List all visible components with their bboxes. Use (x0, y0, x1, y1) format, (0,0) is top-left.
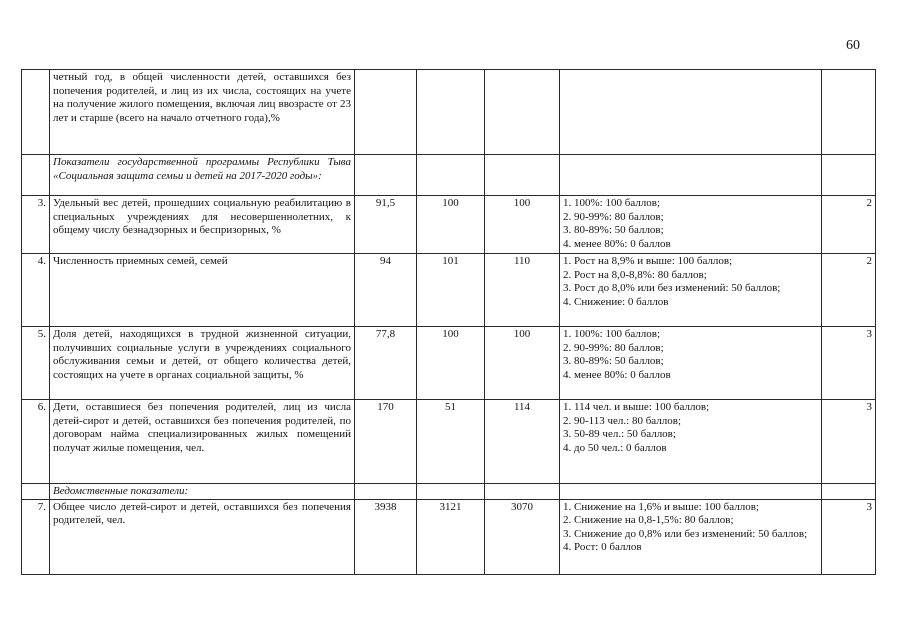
table-row (22, 254, 876, 327)
indicator-cell: Удельный вес детей, прошедших социальную реабилитацию в специальных учреждениях для несовершеннолетних, к общему числу безнадзорных и беспризорных, % (50, 196, 355, 254)
criteria-item: 4. Рост: 0 баллов (563, 541, 642, 554)
row-number: 6. (22, 400, 50, 484)
criteria-item: 1. 100%: 100 баллов; (563, 328, 661, 340)
value-cell (355, 155, 417, 196)
value-cell (485, 484, 560, 500)
value-cell: 94 (355, 254, 417, 327)
value-cell: 114 (485, 400, 560, 484)
section-title: Ведомственные показатели: (50, 484, 355, 500)
section-title: Показатели государственной программы Республики Тыва «Социальная защита семьи и детей на 2017-2020 годы»: (50, 155, 355, 196)
indicator-cell: Общее число детей-сирот и детей, оставшихся без попечения родителей, чел. (50, 499, 355, 574)
value-cell: 170 (355, 400, 417, 484)
table-row (22, 196, 876, 254)
value-cell (417, 155, 485, 196)
value-cell: 101 (417, 254, 485, 327)
criteria-item: 4. менее 80%: 0 баллов (563, 368, 671, 381)
score-cell (822, 484, 876, 500)
criteria-cell (560, 400, 822, 484)
row-number: 7. (22, 499, 50, 574)
criteria-item: 1. 114 чел. и выше: 100 баллов; (563, 401, 710, 413)
score-cell: 2 (822, 196, 876, 254)
criteria-item: 4. Снижение: 0 баллов (563, 295, 669, 308)
value-cell (485, 70, 560, 155)
table-row (22, 70, 876, 155)
value-cell (417, 70, 485, 155)
criteria-cell (560, 155, 822, 196)
value-cell: 100 (485, 196, 560, 254)
value-cell (355, 70, 417, 155)
score-cell: 2 (822, 254, 876, 327)
criteria-item: 3. 50-89 чел.: 50 баллов; (563, 428, 676, 441)
value-cell: 3938 (355, 499, 417, 574)
table-row (22, 327, 876, 400)
criteria-item: 2. 90-99%: 80 баллов; (563, 341, 664, 354)
page-number: 60 (846, 38, 860, 53)
criteria-item: 4. до 50 чел.: 0 баллов (563, 441, 667, 454)
value-cell: 51 (417, 400, 485, 484)
criteria-cell (560, 70, 822, 155)
num-cell (22, 155, 50, 196)
criteria-item: 2. 90-113 чел.: 80 баллов; (563, 414, 682, 427)
criteria-item: 4. менее 80%: 0 баллов (563, 237, 671, 250)
criteria-item: 3. Снижение до 0,8% или без изменений: 50 баллов; (563, 527, 808, 540)
criteria-cell (560, 327, 822, 400)
criteria-cell (560, 196, 822, 254)
value-cell: 3121 (417, 499, 485, 574)
criteria-item: 2. Рост на 8,0-8,8%: 80 баллов; (563, 268, 707, 281)
criteria-item: 2. 90-99%: 80 баллов; (563, 210, 664, 223)
score-cell: 3 (822, 400, 876, 484)
score-cell (822, 155, 876, 196)
row-number: 4. (22, 254, 50, 327)
criteria-cell (560, 499, 822, 574)
criteria-item: 3. Рост до 8,0% или без изменений: 50 баллов; (563, 282, 781, 295)
num-cell (22, 484, 50, 500)
section-row (22, 155, 876, 196)
value-cell: 77,8 (355, 327, 417, 400)
indicator-cell: четный год, в общей численности детей, оставшихся без попечения родителей, и лиц из их числа, состоящих на учете на получение жилого помещения, включая лиц ввозрасте от 23 лет и старше (всего на начало отчетного года),% (50, 70, 355, 155)
criteria-cell (560, 254, 822, 327)
row-number: 3. (22, 196, 50, 254)
row-number: 5. (22, 327, 50, 400)
value-cell (355, 484, 417, 500)
num-cell (22, 70, 50, 155)
value-cell (485, 155, 560, 196)
value-cell (417, 484, 485, 500)
value-cell: 91,5 (355, 196, 417, 254)
score-cell: 3 (822, 327, 876, 400)
indicator-cell: Численность приемных семей, семей (50, 254, 355, 327)
criteria-item: 3. 80-89%: 50 баллов; (563, 224, 664, 237)
value-cell: 3070 (485, 499, 560, 574)
indicators-table (21, 69, 876, 575)
table-row (22, 499, 876, 574)
criteria-item: 3. 80-89%: 50 баллов; (563, 355, 664, 368)
value-cell: 100 (417, 327, 485, 400)
criteria-item: 1. Рост на 8,9% и выше: 100 баллов; (563, 255, 733, 267)
score-cell (822, 70, 876, 155)
indicator-cell: Дети, оставшиеся без попечения родителей, лиц из числа детей-сирот и детей, оставшихся без попечения родителей, по договорам найма специализированных жилых помещений получат жилые помещения, чел. (50, 400, 355, 484)
value-cell: 110 (485, 254, 560, 327)
score-cell: 3 (822, 499, 876, 574)
indicator-cell: Доля детей, находящихся в трудной жизненной ситуации, получивших социальные услуги в учреждениях социального обслуживания семьи и детей, от общего количества детей, состоящих на учете в органах социальной защиты, % (50, 327, 355, 400)
value-cell: 100 (485, 327, 560, 400)
table-row (22, 400, 876, 484)
criteria-item: 1. Снижение на 1,6% и выше: 100 баллов; (563, 500, 759, 513)
value-cell: 100 (417, 196, 485, 254)
criteria-item: 2. Снижение на 0,8-1,5%: 80 баллов; (563, 514, 734, 527)
criteria-item: 1. 100%: 100 баллов; (563, 197, 661, 209)
criteria-cell (560, 484, 822, 500)
section-row (22, 484, 876, 500)
